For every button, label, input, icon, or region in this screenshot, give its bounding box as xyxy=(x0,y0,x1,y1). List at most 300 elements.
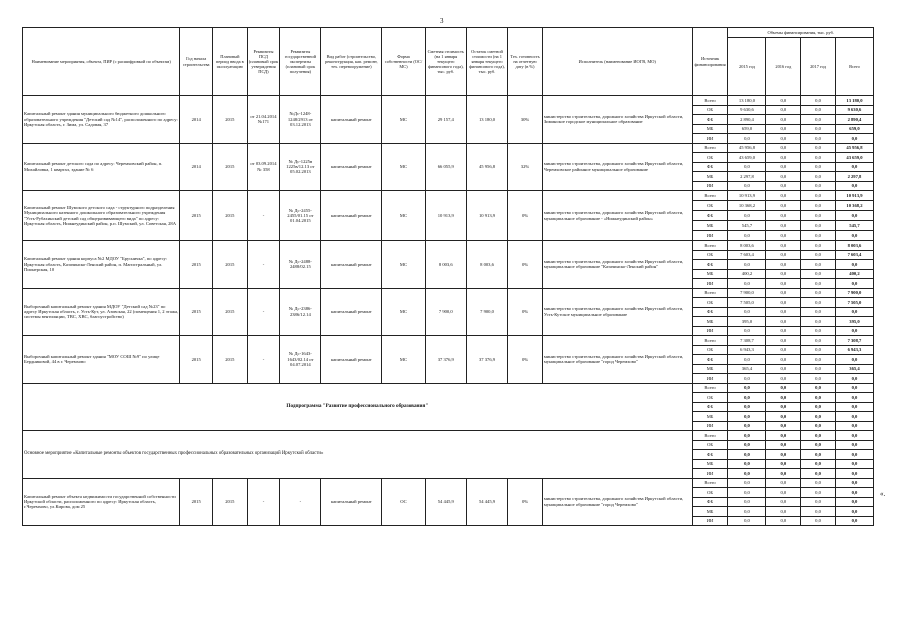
funding-source-cell: Всего xyxy=(692,383,728,393)
funding-value-cell: 0,0 xyxy=(766,497,801,507)
funding-value-cell: 0,0 xyxy=(766,488,801,498)
funding-value-cell: 0,0 xyxy=(835,402,873,412)
funding-value-cell: 0,0 xyxy=(801,421,836,431)
funding-source-cell: ИИ xyxy=(692,469,728,479)
funding-value-cell: 0,0 xyxy=(728,478,766,488)
funding-value-cell: 43 659,0 xyxy=(728,153,766,163)
funding-value-cell: 0,0 xyxy=(766,469,801,479)
readiness: 32% xyxy=(508,143,543,191)
funding-value-cell: 395,0 xyxy=(835,317,873,327)
funding-value-cell: 45 956,8 xyxy=(728,143,766,153)
funding-value-cell: 0,0 xyxy=(801,96,836,106)
funding-source-cell: ФБ xyxy=(692,162,728,172)
header-remaining: Остаток сметной стоимости (на 1 января текущего финансового года), тыс. руб. xyxy=(466,28,507,96)
funding-value-cell: 10 368,2 xyxy=(835,201,873,211)
funding-source-cell: ИИ xyxy=(692,516,728,526)
funding-value-cell: 0,0 xyxy=(728,162,766,172)
funding-value-cell: 0,0 xyxy=(766,326,801,336)
funding-value-cell: 0,0 xyxy=(835,279,873,289)
work-type: капитальный ремонт xyxy=(321,241,382,289)
funding-value-cell: 0,0 xyxy=(835,260,873,270)
funding-value-cell: 0,0 xyxy=(801,269,836,279)
remaining-cost: 54 445,9 xyxy=(466,478,507,526)
plan-year: 2015 xyxy=(212,336,247,384)
funding-value-cell: 400,2 xyxy=(728,269,766,279)
funding-value-cell: 0,0 xyxy=(728,402,766,412)
funding-value-cell: 0,0 xyxy=(835,374,873,384)
funding-value-cell: 0,0 xyxy=(766,231,801,241)
funding-value-cell: 0,0 xyxy=(801,231,836,241)
funding-value-cell: 0,0 xyxy=(766,440,801,450)
funding-value-cell: 45 956,8 xyxy=(835,143,873,153)
executor: министерство строительства, дорожного хозяйства Иркутской области, Усть-Кутское муниципальное образование xyxy=(542,288,692,336)
start-year: 2014 xyxy=(180,96,213,144)
funding-value-cell: 365,4 xyxy=(728,364,766,374)
ownership: МС xyxy=(382,96,425,144)
plan-year: 2015 xyxy=(212,143,247,191)
funding-source-cell: Всего xyxy=(692,143,728,153)
funding-value-cell: 0,0 xyxy=(766,412,801,422)
funding-value-cell: 0,0 xyxy=(801,298,836,308)
funding-value-cell: 0,0 xyxy=(835,383,873,393)
start-year: 2015 xyxy=(180,241,213,289)
header-funding-source: Источник финансирования xyxy=(692,28,728,96)
funding-source-cell: ФБ xyxy=(692,307,728,317)
table-row xyxy=(23,478,874,488)
psd-details: от 21.04.2014 №171 xyxy=(247,96,280,144)
start-year: 2015 xyxy=(180,191,213,241)
funding-value-cell: 0,0 xyxy=(835,450,873,460)
funding-value-cell: 0,0 xyxy=(835,134,873,144)
executor: министерство строительства, дорожного хозяйства Иркутской области, муниципальное образование - «Нижнеудинский район» xyxy=(542,191,692,241)
funding-value-cell: 0,0 xyxy=(766,450,801,460)
expertise-details: № Дс-2488-2488/02.15 xyxy=(280,241,321,289)
funding-value-cell: 0,0 xyxy=(766,241,801,251)
funding-value-cell: 2 297,8 xyxy=(728,172,766,182)
funding-value-cell: 0,0 xyxy=(728,211,766,221)
work-type: капитальный ремонт xyxy=(321,143,382,191)
funding-value-cell: 10 368,2 xyxy=(728,201,766,211)
funding-value-cell: 8 003,6 xyxy=(728,241,766,251)
ownership: МС xyxy=(382,336,425,384)
funding-source-cell: МБ xyxy=(692,507,728,517)
table-row xyxy=(23,431,874,441)
header-readiness: Тех. готовность на отчетную дату (в %) xyxy=(508,28,543,96)
estimate-cost: 29 157,4 xyxy=(425,96,466,144)
funding-value-cell: 0,0 xyxy=(801,364,836,374)
funding-value-cell: 10 913,9 xyxy=(728,191,766,201)
funding-value-cell: 0,0 xyxy=(766,134,801,144)
funding-value-cell: 0,0 xyxy=(766,201,801,211)
plan-year: 2015 xyxy=(212,96,247,144)
funding-value-cell: 0,0 xyxy=(801,402,836,412)
funding-source-cell: ОБ xyxy=(692,440,728,450)
funding-value-cell: 0,0 xyxy=(801,162,836,172)
funding-value-cell: 0,0 xyxy=(835,516,873,526)
funding-value-cell: 0,0 xyxy=(801,488,836,498)
estimate-cost: 54 445,9 xyxy=(425,478,466,526)
funding-value-cell: 0,0 xyxy=(728,355,766,365)
plan-year: 2015 xyxy=(212,241,247,289)
funding-value-cell: 43 659,0 xyxy=(835,153,873,163)
header-total: Всего xyxy=(835,38,873,96)
readiness: 0% xyxy=(508,336,543,384)
executor: министерство строительства, дорожного хозяйства Иркутской области, муниципальное образование "город Черемхово" xyxy=(542,336,692,384)
funding-value-cell: 0,0 xyxy=(728,260,766,270)
readiness: 0% xyxy=(508,191,543,241)
funding-value-cell: 2 890,4 xyxy=(835,115,873,125)
funding-value-cell: 0,0 xyxy=(766,279,801,289)
ownership: МС xyxy=(382,241,425,289)
funding-value-cell: 7 308,7 xyxy=(835,336,873,346)
funding-source-cell: МБ xyxy=(692,172,728,182)
funding-value-cell: 0,0 xyxy=(801,260,836,270)
funding-source-cell: ФБ xyxy=(692,450,728,460)
funding-value-cell: 0,0 xyxy=(801,317,836,327)
readiness: 0% xyxy=(508,241,543,289)
funding-value-cell: 0,0 xyxy=(835,469,873,479)
funding-value-cell: 0,0 xyxy=(801,469,836,479)
funding-value-cell: 0,0 xyxy=(766,307,801,317)
funding-value-cell: 0,0 xyxy=(801,143,836,153)
funding-value-cell: 0,0 xyxy=(766,181,801,191)
remaining-cost: 13 180,0 xyxy=(466,96,507,144)
funding-source-cell: МБ xyxy=(692,412,728,422)
funding-value-cell: 0,0 xyxy=(728,393,766,403)
funding-value-cell: 0,0 xyxy=(766,115,801,125)
header-estimate: Сметная стоимость (на 1 января текущего финансового года), тыс. руб. xyxy=(425,28,466,96)
remaining-cost: 45 956,8 xyxy=(466,143,507,191)
funding-value-cell: 0,0 xyxy=(801,105,836,115)
funding-value-cell: 0,0 xyxy=(801,221,836,231)
funding-value-cell: 0,0 xyxy=(766,383,801,393)
funding-value-cell: 0,0 xyxy=(801,412,836,422)
funding-value-cell: 7 900,0 xyxy=(835,288,873,298)
funding-value-cell: 6 943,3 xyxy=(728,345,766,355)
funding-value-cell: 0,0 xyxy=(728,134,766,144)
funding-source-cell: ИИ xyxy=(692,374,728,384)
funding-value-cell: 0,0 xyxy=(728,181,766,191)
funding-value-cell: 0,0 xyxy=(766,393,801,403)
funding-value-cell: 13 180,0 xyxy=(835,96,873,106)
work-type: капитальный ремонт xyxy=(321,336,382,384)
funding-value-cell: 0,0 xyxy=(801,211,836,221)
table-row xyxy=(23,383,874,393)
funding-source-cell: ФБ xyxy=(692,115,728,125)
funding-value-cell: 7 505,0 xyxy=(728,298,766,308)
funding-value-cell: 0,0 xyxy=(766,402,801,412)
remaining-cost: 7 900,0 xyxy=(466,288,507,336)
header-2015: 2015 год xyxy=(728,38,766,96)
funding-value-cell: 0,0 xyxy=(801,201,836,211)
main-event-title: Основное мероприятие «Капитальные ремонты объектов государственных профессиональных образовательных организаций Иркутской области» xyxy=(23,431,693,479)
funding-source-cell: ОБ xyxy=(692,250,728,260)
header-ownership: Форма собственности (ОС/МС) xyxy=(382,28,425,96)
funding-value-cell: 0,0 xyxy=(801,279,836,289)
object-name: Капитальный ремонт детского сада по адресу: Черемховский район, п. Михайловка, 1 квартал, здание № 6 xyxy=(23,143,180,191)
funding-value-cell: 0,0 xyxy=(835,162,873,172)
readiness: 0% xyxy=(508,288,543,336)
funding-value-cell: 6 943,3 xyxy=(835,345,873,355)
funding-source-cell: Всего xyxy=(692,288,728,298)
funding-value-cell: 0,0 xyxy=(728,231,766,241)
funding-value-cell: 0,0 xyxy=(766,143,801,153)
funding-value-cell: 0,0 xyxy=(766,459,801,469)
funding-value-cell: 0,0 xyxy=(835,211,873,221)
expertise-details: №Дс-1248-1248/2913 от 03.12.2013 xyxy=(280,96,321,144)
funding-value-cell: 13 180,0 xyxy=(728,96,766,106)
funding-value-cell: 0,0 xyxy=(728,497,766,507)
ownership: ОС xyxy=(382,478,425,526)
funding-value-cell: 0,0 xyxy=(766,364,801,374)
funding-value-cell: 0,0 xyxy=(835,507,873,517)
funding-value-cell: 0,0 xyxy=(801,345,836,355)
remaining-cost: 37 376,9 xyxy=(466,336,507,384)
funding-source-cell: ОБ xyxy=(692,201,728,211)
funding-value-cell: 0,0 xyxy=(728,516,766,526)
object-name: Выборочный капитальный ремонт здания МДОУ "Детский сад №23" по адресу Иркутская область, г. Усть-Кут, ул. Азовская, 22 (помещения 1, 2 этажа, системы вентиляции, ТВС, ХВС, благоустройство) xyxy=(23,288,180,336)
funding-value-cell: 0,0 xyxy=(801,393,836,403)
plan-year: 2015 xyxy=(212,191,247,241)
funding-source-cell: ФБ xyxy=(692,260,728,270)
header-expertise: Реквизиты государственной экспертизы (плановый срок получения) xyxy=(280,28,321,96)
estimate-cost: 37 376,9 xyxy=(425,336,466,384)
table-row xyxy=(23,241,874,251)
object-name: Выборочный капитальный ремонт здания "МОУ СОШ №9" по улице Бердниковой, 44 в г. Черемхово xyxy=(23,336,180,384)
funding-source-cell: ФБ xyxy=(692,355,728,365)
header-2016: 2016 год xyxy=(766,38,801,96)
header-work-type: Вид работ (строительство, реконструкция, кап. ремонт, тех. перевооружение) xyxy=(321,28,382,96)
psd-details: - xyxy=(247,191,280,241)
funding-value-cell: 0,0 xyxy=(728,374,766,384)
funding-value-cell: 0,0 xyxy=(728,307,766,317)
funding-value-cell: 0,0 xyxy=(766,172,801,182)
work-type: капитальный ремонт xyxy=(321,96,382,144)
funding-value-cell: 2 890,4 xyxy=(728,115,766,125)
funding-value-cell: 0,0 xyxy=(728,469,766,479)
funding-value-cell: 0,0 xyxy=(801,431,836,441)
header-start-year: Год начала строительства xyxy=(180,28,213,96)
funding-value-cell: 0,0 xyxy=(801,440,836,450)
object-name: Капитальный ремонт объекта недвижимости государственной собственности Иркутской области, расположенного по адресу: Иркутская область, г.Черемхово, ул.Кирова, дом 25 xyxy=(23,478,180,526)
funding-value-cell: 659,0 xyxy=(835,124,873,134)
work-type: капитальный ремонт xyxy=(321,478,382,526)
header-funding-group: Объемы финансирования, тыс. руб. xyxy=(728,28,874,38)
header-2017: 2017 год xyxy=(801,38,836,96)
funding-value-cell: 0,0 xyxy=(801,507,836,517)
funding-value-cell: 0,0 xyxy=(766,124,801,134)
funding-value-cell: 10 913,9 xyxy=(835,191,873,201)
readiness: 30% xyxy=(508,96,543,144)
funding-value-cell: 0,0 xyxy=(801,383,836,393)
funding-source-cell: ОБ xyxy=(692,153,728,163)
funding-value-cell: 0,0 xyxy=(801,288,836,298)
funding-value-cell: 8 003,6 xyxy=(835,241,873,251)
funding-value-cell: 0,0 xyxy=(766,162,801,172)
psd-details: от 03.09.2014 № 358 xyxy=(247,143,280,191)
object-name: Капитальный ремонт Шумского детского сада - структурного подразделения Муниципального казенного дошкольного образовательного учреждения "Усть-Рубахинский детский сад общеразвивающего вида" по адресу: Иркутская область, Нижнеудинский район, р.п. Шумский, ул. Советская, 28А xyxy=(23,191,180,241)
funding-value-cell: 0,0 xyxy=(766,478,801,488)
funding-value-cell: 0,0 xyxy=(801,516,836,526)
plan-year: 2015 xyxy=(212,478,247,526)
psd-details: - xyxy=(247,336,280,384)
remaining-cost: 8 003,6 xyxy=(466,241,507,289)
funding-value-cell: 0,0 xyxy=(801,355,836,365)
funding-source-cell: Всего xyxy=(692,96,728,106)
expertise-details: - xyxy=(280,478,321,526)
funding-source-cell: ОБ xyxy=(692,298,728,308)
funding-table xyxy=(22,27,874,526)
funding-value-cell: 0,0 xyxy=(766,260,801,270)
funding-value-cell: 545,7 xyxy=(728,221,766,231)
funding-value-cell: 0,0 xyxy=(835,431,873,441)
funding-value-cell: 0,0 xyxy=(766,317,801,327)
funding-value-cell: 0,0 xyxy=(801,124,836,134)
work-type: капитальный ремонт xyxy=(321,191,382,241)
funding-value-cell: 9 630,6 xyxy=(835,105,873,115)
funding-source-cell: ФБ xyxy=(692,211,728,221)
expertise-details: № Дс-2386-2386/12.14 xyxy=(280,288,321,336)
funding-value-cell: 7 603,4 xyxy=(728,250,766,260)
table-row xyxy=(23,288,874,298)
funding-source-cell: МБ xyxy=(692,317,728,327)
work-type: капитальный ремонт xyxy=(321,288,382,336)
funding-value-cell: 0,0 xyxy=(835,326,873,336)
funding-value-cell: 395,0 xyxy=(728,317,766,327)
funding-source-cell: Всего xyxy=(692,191,728,201)
funding-value-cell: 0,0 xyxy=(728,440,766,450)
funding-value-cell: 0,0 xyxy=(728,507,766,517)
funding-value-cell: 0,0 xyxy=(728,488,766,498)
header-psd: Реквизиты ПСД (плановый срок утверждения ПСД) xyxy=(247,28,280,96)
funding-source-cell: ИИ xyxy=(692,134,728,144)
funding-source-cell: МБ xyxy=(692,269,728,279)
funding-value-cell: 0,0 xyxy=(801,115,836,125)
funding-value-cell: 0,0 xyxy=(835,459,873,469)
ownership: МС xyxy=(382,143,425,191)
funding-source-cell: ИИ xyxy=(692,279,728,289)
funding-value-cell: 0,0 xyxy=(728,326,766,336)
funding-value-cell: 659,0 xyxy=(728,124,766,134)
table-row xyxy=(23,336,874,346)
funding-value-cell: 0,0 xyxy=(766,374,801,384)
funding-value-cell: 0,0 xyxy=(835,478,873,488)
side-mark: «. xyxy=(880,490,886,498)
funding-value-cell: 7 308,7 xyxy=(728,336,766,346)
funding-value-cell: 0,0 xyxy=(766,516,801,526)
funding-value-cell: 0,0 xyxy=(835,412,873,422)
funding-value-cell: 0,0 xyxy=(766,250,801,260)
funding-value-cell: 0,0 xyxy=(728,459,766,469)
funding-value-cell: 0,0 xyxy=(801,450,836,460)
executor: министерство строительства, дорожного хозяйства Иркутской области, Черемховское районное муниципальное образование xyxy=(542,143,692,191)
funding-value-cell: 0,0 xyxy=(835,181,873,191)
page-number: 3 xyxy=(440,17,444,25)
funding-value-cell: 7 603,4 xyxy=(835,250,873,260)
funding-source-cell: Всего xyxy=(692,478,728,488)
funding-value-cell: 0,0 xyxy=(801,241,836,251)
estimate-cost: 8 003,6 xyxy=(425,241,466,289)
expertise-details: № Дс-2455-2455/01.15 от 01.04.2015 xyxy=(280,191,321,241)
funding-source-cell: ИИ xyxy=(692,326,728,336)
remaining-cost: 10 913,9 xyxy=(466,191,507,241)
funding-source-cell: ОБ xyxy=(692,105,728,115)
funding-source-cell: МБ xyxy=(692,221,728,231)
start-year: 2015 xyxy=(180,288,213,336)
estimate-cost: 7 900,0 xyxy=(425,288,466,336)
ownership: МС xyxy=(382,191,425,241)
readiness: 0% xyxy=(508,478,543,526)
ownership: МС xyxy=(382,288,425,336)
expertise-details: № Дс-1643-1643/02.14 от 04.07.2014 xyxy=(280,336,321,384)
table-row xyxy=(23,191,874,201)
funding-source-cell: ИИ xyxy=(692,421,728,431)
funding-value-cell: 0,0 xyxy=(766,336,801,346)
funding-value-cell: 0,0 xyxy=(728,412,766,422)
start-year: 2014 xyxy=(180,143,213,191)
psd-details: - xyxy=(247,241,280,289)
funding-value-cell: 0,0 xyxy=(766,153,801,163)
funding-value-cell: 0,0 xyxy=(801,307,836,317)
funding-value-cell: 0,0 xyxy=(728,421,766,431)
funding-value-cell: 0,0 xyxy=(835,421,873,431)
psd-details: - xyxy=(247,288,280,336)
funding-value-cell: 7 505,0 xyxy=(835,298,873,308)
funding-value-cell: 0,0 xyxy=(835,440,873,450)
funding-source-cell: ФБ xyxy=(692,402,728,412)
funding-value-cell: 0,0 xyxy=(766,211,801,221)
funding-value-cell: 0,0 xyxy=(766,431,801,441)
funding-value-cell: 0,0 xyxy=(835,497,873,507)
funding-value-cell: 0,0 xyxy=(801,478,836,488)
funding-value-cell: 7 900,0 xyxy=(728,288,766,298)
funding-source-cell: ОБ xyxy=(692,393,728,403)
funding-value-cell: 0,0 xyxy=(801,191,836,201)
table-row xyxy=(23,143,874,153)
executor: министерство строительства, дорожного хозяйства Иркутской области, муниципальное образование "Казачинско-Ленский район" xyxy=(542,241,692,289)
funding-value-cell: 0,0 xyxy=(766,191,801,201)
funding-value-cell: 0,0 xyxy=(766,298,801,308)
funding-value-cell: 0,0 xyxy=(835,393,873,403)
funding-value-cell: 0,0 xyxy=(766,507,801,517)
funding-value-cell: 0,0 xyxy=(766,96,801,106)
funding-value-cell: 0,0 xyxy=(766,421,801,431)
plan-year: 2015 xyxy=(212,288,247,336)
funding-value-cell: 0,0 xyxy=(801,181,836,191)
funding-value-cell: 0,0 xyxy=(728,450,766,460)
estimate-cost: 10 913,9 xyxy=(425,191,466,241)
funding-source-cell: ИИ xyxy=(692,181,728,191)
start-year: 2015 xyxy=(180,336,213,384)
funding-value-cell: 0,0 xyxy=(728,431,766,441)
funding-value-cell: 0,0 xyxy=(766,345,801,355)
start-year: 2015 xyxy=(180,478,213,526)
funding-value-cell: 400,2 xyxy=(835,269,873,279)
funding-source-cell: ИИ xyxy=(692,231,728,241)
executor: министерство строительства, дорожного хозяйства Иркутской области, муниципальное образование "город Черемхово" xyxy=(542,478,692,526)
funding-value-cell: 365,4 xyxy=(835,364,873,374)
funding-value-cell: 0,0 xyxy=(801,497,836,507)
psd-details: - xyxy=(247,478,280,526)
funding-value-cell: 0,0 xyxy=(835,488,873,498)
funding-value-cell: 0,0 xyxy=(801,374,836,384)
funding-value-cell: 0,0 xyxy=(728,279,766,289)
funding-value-cell: 0,0 xyxy=(801,459,836,469)
funding-value-cell: 0,0 xyxy=(835,307,873,317)
executor: министерство строительства, дорожного хозяйства Иркутской области, Зиминское городское муниципальное образование xyxy=(542,96,692,144)
funding-source-cell: ОБ xyxy=(692,488,728,498)
funding-value-cell: 0,0 xyxy=(801,336,836,346)
